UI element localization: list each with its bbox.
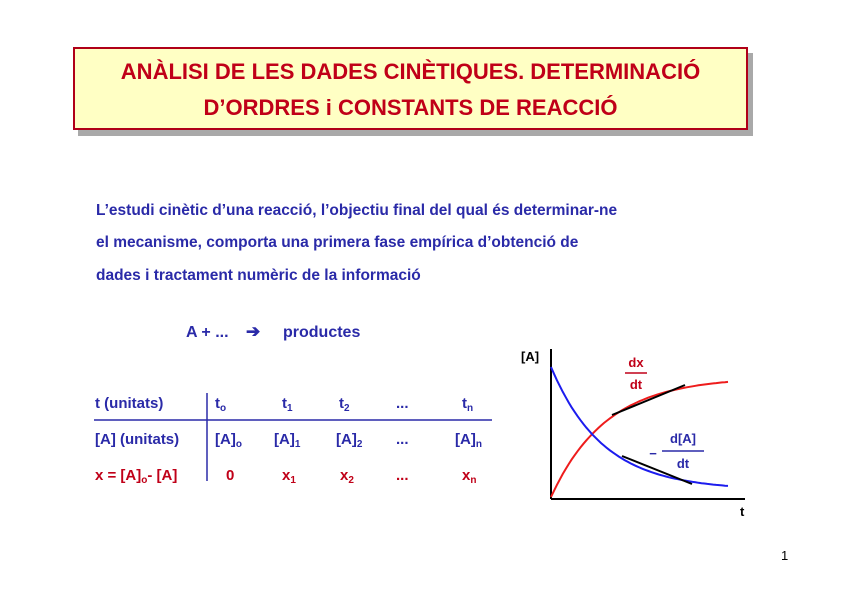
reaction-arrow-icon: ➔ [246,322,261,341]
table-cell-t1: $t_1$ [282,395,293,414]
title-line-2: D’ORDRES i CONSTANTS DE REACCIÓ [203,95,618,120]
table-cell-x-dots: ... [396,467,409,484]
da-numerator: d[A] [670,431,696,446]
x-axis-label: t [740,504,745,519]
table-cell-a-dots: ... [396,431,409,448]
table-cell-a2: $[A]_2$ [336,431,363,450]
table-cell-x1: $x_1$ [282,467,296,486]
table-label-t: t (unitats) [95,395,164,412]
da-denominator: dt [676,456,690,471]
intro-line-3: dades i tractament numèric de la informació [96,267,421,284]
table-cell-tn: $t_n$ [462,395,474,414]
table-cell-x0: 0 [226,467,235,484]
table-cell-x2: $x_2$ [340,467,354,486]
table-label-a: [A] (unitats) [95,431,180,448]
page-number: 1 [781,548,789,563]
product-curve [551,382,728,497]
table-cell-an: $[A]_n$ [455,431,482,450]
table-label-x: $x = [A]_o-$ [A] [95,467,178,486]
reaction-product: productes [283,324,361,341]
table-cell-xn: $x_n$ [462,467,477,486]
intro-line-1: L’estudi cinètic d’una reacció, l’objectiu final del qual és determinar-ne [96,202,618,219]
da-minus-sign: − [649,446,657,461]
tangent-product [612,385,685,415]
table-cell-t0: $t_o$ [215,395,227,414]
table-cell-a1: $[A]_1$ [274,431,301,450]
dx-numerator: dx [628,355,644,370]
dx-denominator: dt [629,377,643,392]
title-line-1: ANÀLISI DE LES DADES CINÈTIQUES. DETERMINACIÓ [120,59,701,84]
y-axis-label: [A] [521,349,540,364]
table-cell-t-dots: ... [396,395,409,412]
table-cell-a0: $[A]_o$ [215,431,242,450]
table-cell-t2: $t_2$ [339,395,350,414]
reaction-reactant: A + ... [186,324,229,341]
intro-line-2: el mecanisme, comporta una primera fase empírica d’obtenció de [96,234,579,251]
